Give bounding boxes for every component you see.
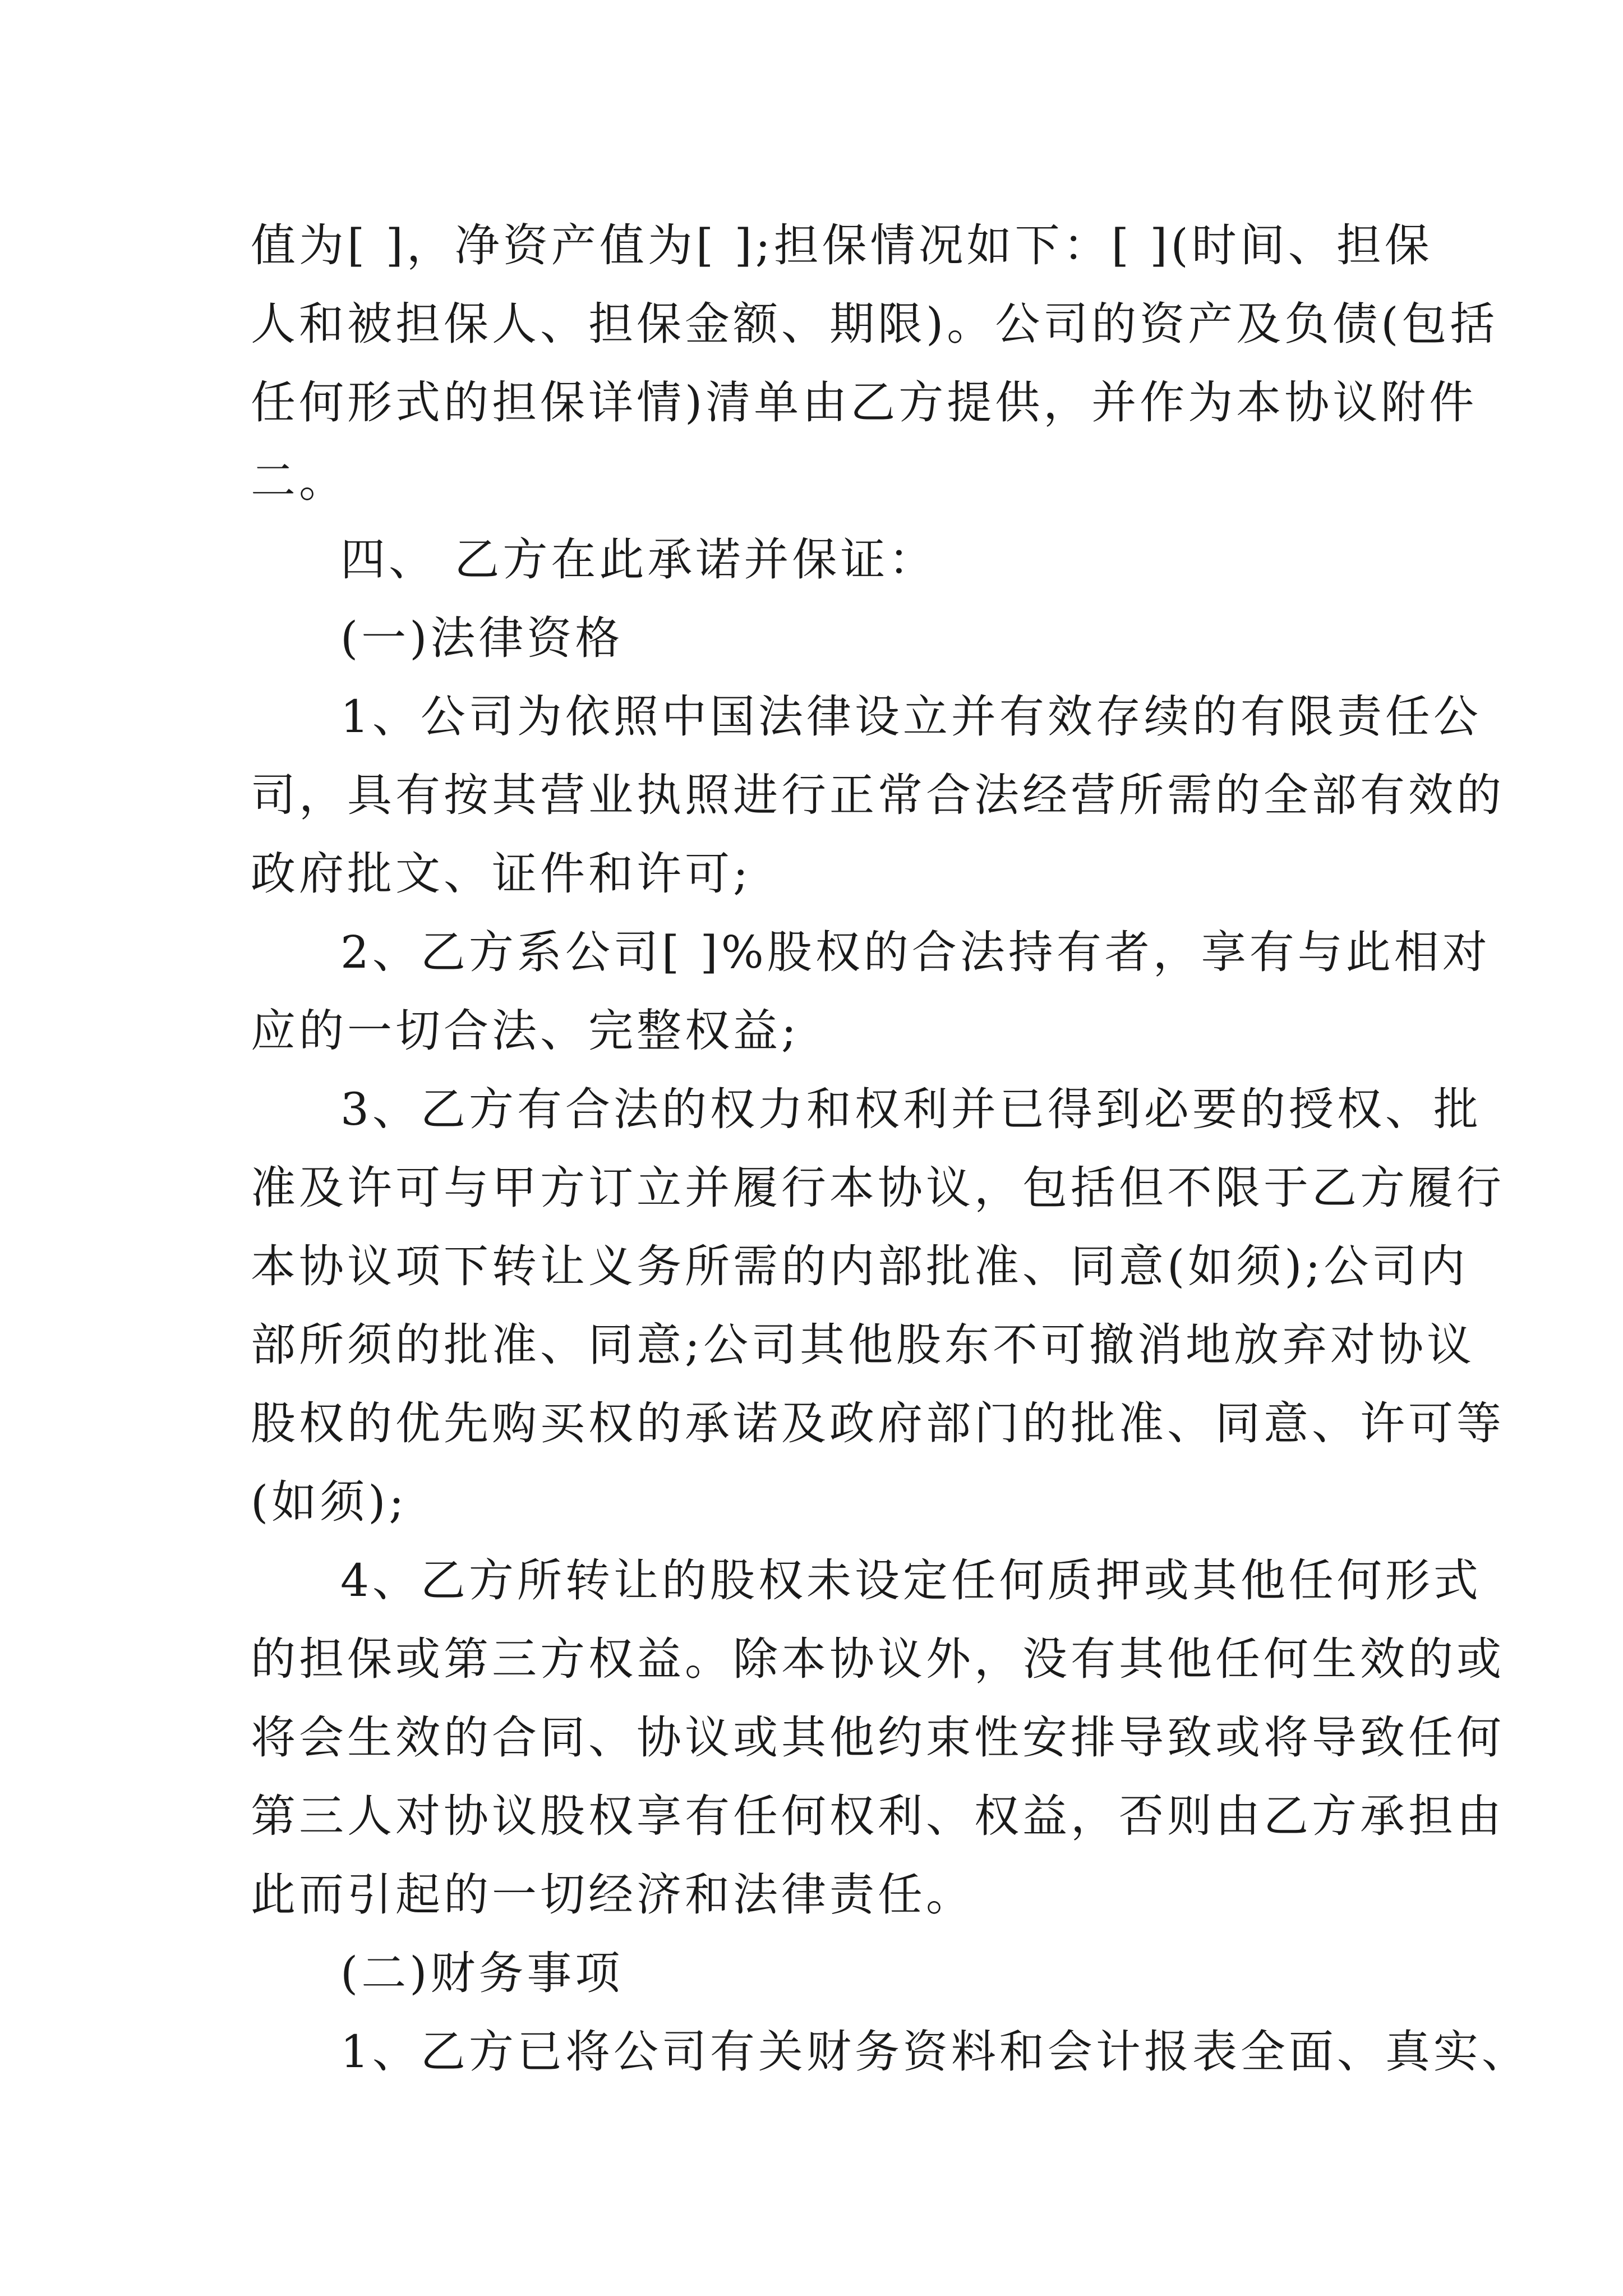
text-line: (如须); xyxy=(251,1476,408,1528)
text-line: 政府批文、证件和许可; xyxy=(251,848,751,900)
text-line: 司，具有按其营业执照进行正常合法经营所需的全部有效的 xyxy=(251,769,1505,821)
text-line: 股权的优先购买权的承诺及政府部门的批准、同意、许可等 xyxy=(251,1397,1505,1450)
document-body xyxy=(251,206,1530,2091)
text-line: 第三人对协议股权享有任何权利、权益，否则由乙方承担由 xyxy=(251,1790,1505,1842)
text-line: 1、乙方已将公司有关财务资料和会计报表全面、真实、 xyxy=(340,2026,1530,2078)
section-heading: 四、 乙方在此承诺并保证： xyxy=(340,533,937,586)
text-line: 1、公司为依照中国法律设立并有效存续的有限责任公 xyxy=(340,691,1482,743)
text-line: 任何形式的担保详情)清单由乙方提供，并作为本协议附件 xyxy=(251,376,1478,429)
text-line: 2、乙方系公司[ ]%股权的合法持有者，享有与此相对 xyxy=(340,926,1491,978)
text-line: 4、乙方所转让的股权未设定任何质押或其他任何形式 xyxy=(340,1554,1482,1607)
text-line: 值为[ ]，净资产值为[ ];担保情况如下：[ ](时间、担保 xyxy=(251,219,1433,272)
text-line: 本协议项下转让义务所需的内部批准、同意(如须);公司内 xyxy=(251,1240,1469,1292)
text-line: 准及许可与甲方订立并履行本协议，包括但不限于乙方履行 xyxy=(251,1162,1505,1214)
text-line: 3、乙方有合法的权力和权利并已得到必要的授权、批 xyxy=(340,1083,1482,1135)
text-line: 二。 xyxy=(251,455,347,507)
text-line: 应的一切合法、完整权益; xyxy=(251,1005,800,1057)
text-line: 人和被担保人、担保金额、期限)。公司的资产及负债(包括 xyxy=(251,298,1498,350)
text-line: 部所须的批准、同意;公司其他股东不可撤消地放弃对协议 xyxy=(251,1319,1475,1371)
text-line: 将会生效的合同、协议或其他约束性安排导致或将导致任何 xyxy=(251,1711,1505,1764)
text-line: 的担保或第三方权益。除本协议外，没有其他任何生效的或 xyxy=(251,1633,1505,1685)
text-line: 此而引起的一切经济和法律责任。 xyxy=(251,1869,974,1921)
subsection-heading: (二)财务事项 xyxy=(340,1947,624,1999)
subsection-heading: (一)法律资格 xyxy=(340,612,624,664)
